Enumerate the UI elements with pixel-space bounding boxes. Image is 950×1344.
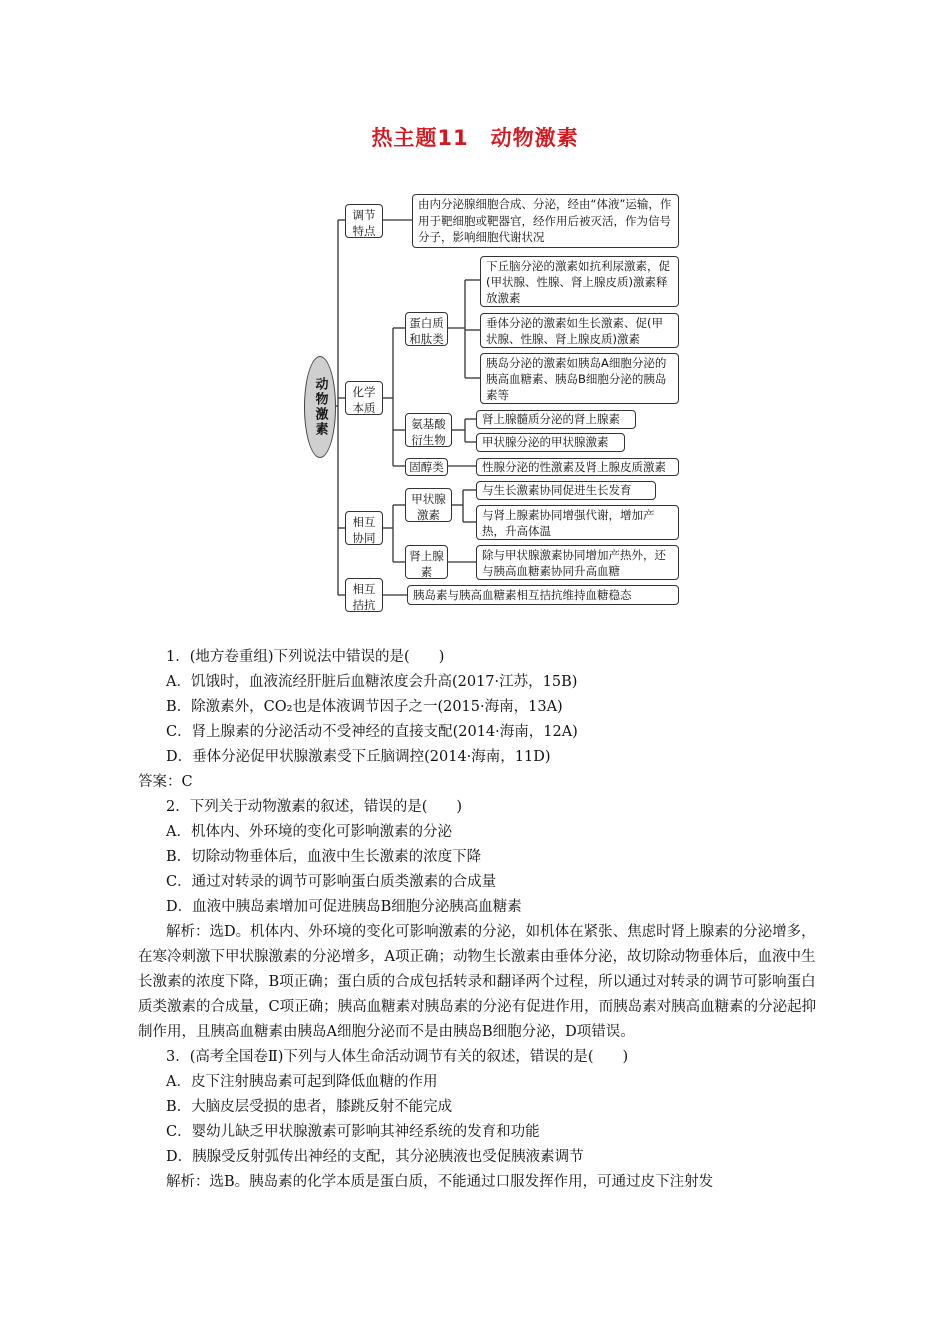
node-xietong: 相互协同 — [345, 511, 383, 545]
node-anji: 氨基酸衍生物 — [405, 413, 452, 447]
tiaojie-text: 由内分泌腺细胞合成、分泌，经由“体液”运输，作用于靶细胞或靶器官，经作用后被灭活，作为信号分子，影响细胞代谢状况 — [412, 194, 679, 248]
node-guchun: 固醇类 — [405, 458, 448, 476]
shenshang-text: 除与甲状腺激素协同增加产热外，还与胰高血糖素协同升高血糖 — [476, 545, 679, 580]
node-jiazhuang: 甲状腺激素 — [405, 488, 452, 522]
q2-analysis: 解析：选D。机体内、外环境的变化可影响激素的分泌，如机体在紧张、焦虑时肾上腺素的分泌增多，在寒冷刺激下甲状腺激素的分泌增多，A项正确；动物生长激素由垂体分泌，故切除动物垂体后，血液中生长激素的浓度下降，B项正确；蛋白质的合成包括转录和翻译两个过程，所以通过对转录的调节可影响蛋白质类激素的合成量，C项正确；胰高血糖素对胰岛素的分泌有促进作用，而胰岛素对胰高血糖素的分泌起抑制作用，且胰高血糖素由胰岛A细胞分泌而不是由胰岛B细胞分泌，D项错误。 — [138, 924, 817, 1040]
page-title: 热主题11 动物激素 — [371, 126, 579, 150]
q1-stem: 1．(地方卷重组)下列说法中错误的是( ) — [166, 649, 445, 665]
q3-option-d: D．胰腺受反射弧传出神经的支配，其分泌胰液也受促胰液素调节 — [166, 1149, 584, 1165]
q3-option-b: B．大脑皮层受损的患者，膝跳反射不能完成 — [166, 1099, 453, 1115]
q2-option-b: B．切除动物垂体后，血液中生长激素的浓度下降 — [166, 849, 482, 865]
q1-option-c: C．肾上腺素的分泌活动不受神经的直接支配(2014·海南，12A) — [166, 724, 578, 740]
q2-option-a: A．机体内、外环境的变化可影响激素的分泌 — [166, 824, 452, 840]
jiekang-text: 胰岛素与胰高血糖素相互拮抗维持血糖稳态 — [407, 585, 679, 605]
danbai-item-3: 胰岛分泌的激素如胰岛A细胞分泌的胰高血糖素、胰岛B细胞分泌的胰岛素等 — [480, 353, 679, 404]
anji-item-1: 肾上腺髓质分泌的肾上腺素 — [476, 410, 636, 429]
node-tiaojie: 调节特点 — [345, 204, 383, 238]
root-node: 动物激素 — [304, 356, 336, 458]
node-danbai: 蛋白质和肽类 — [405, 312, 448, 346]
q2-option-d: D．血液中胰岛素增加可促进胰岛B细胞分泌胰高血糖素 — [166, 899, 522, 915]
node-shenshang: 肾上腺素 — [405, 545, 448, 579]
guchun-text: 性腺分泌的性激素及肾上腺皮质激素 — [476, 458, 679, 476]
q3-analysis: 解析：选B。胰岛素的化学本质是蛋白质，不能通过口服发挥作用，可通过皮下注射发 — [166, 1174, 714, 1190]
anji-item-2: 甲状腺分泌的甲状腺激素 — [476, 433, 625, 452]
jiazhuang-item-2: 与肾上腺素协同增强代谢，增加产热，升高体温 — [476, 505, 679, 540]
danbai-item-2: 垂体分泌的激素如生长激素、促(甲状腺、性腺、肾上腺皮质)激素 — [480, 313, 679, 348]
q1-option-d: D．垂体分泌促甲状腺激素受下丘脑调控(2014·海南，11D) — [166, 749, 551, 765]
q3-option-a: A．皮下注射胰岛素可起到降低血糖的作用 — [166, 1074, 438, 1090]
node-jiekang: 相互拮抗 — [345, 578, 383, 612]
q3-stem: 3．(高考全国卷Ⅱ)下列与人体生命活动调节有关的叙述，错误的是( ) — [166, 1049, 629, 1065]
q2-option-c: C．通过对转录的调节可影响蛋白质类激素的合成量 — [166, 874, 497, 890]
q1-answer: 答案：C — [138, 774, 193, 790]
q1-option-b: B．除激素外，CO₂也是体液调节因子之一(2015·海南，13A) — [166, 699, 563, 715]
danbai-item-1: 下丘脑分泌的激素如抗利尿激素，促(甲状腺、性腺、肾上腺皮质)激素释放激素 — [480, 256, 679, 307]
q2-stem: 2．下列关于动物激素的叙述，错误的是( ) — [166, 799, 463, 815]
jiazhuang-item-1: 与生长激素协同促进生长发育 — [476, 481, 656, 500]
node-huaxue: 化学本质 — [345, 381, 383, 415]
q3-option-c: C．婴幼儿缺乏甲状腺激素可影响其神经系统的发育和功能 — [166, 1124, 540, 1140]
q1-option-a: A．饥饿时，血液流经肝脏后血糖浓度会升高(2017·江苏，15B) — [166, 674, 578, 690]
questions — [138, 645, 818, 1195]
